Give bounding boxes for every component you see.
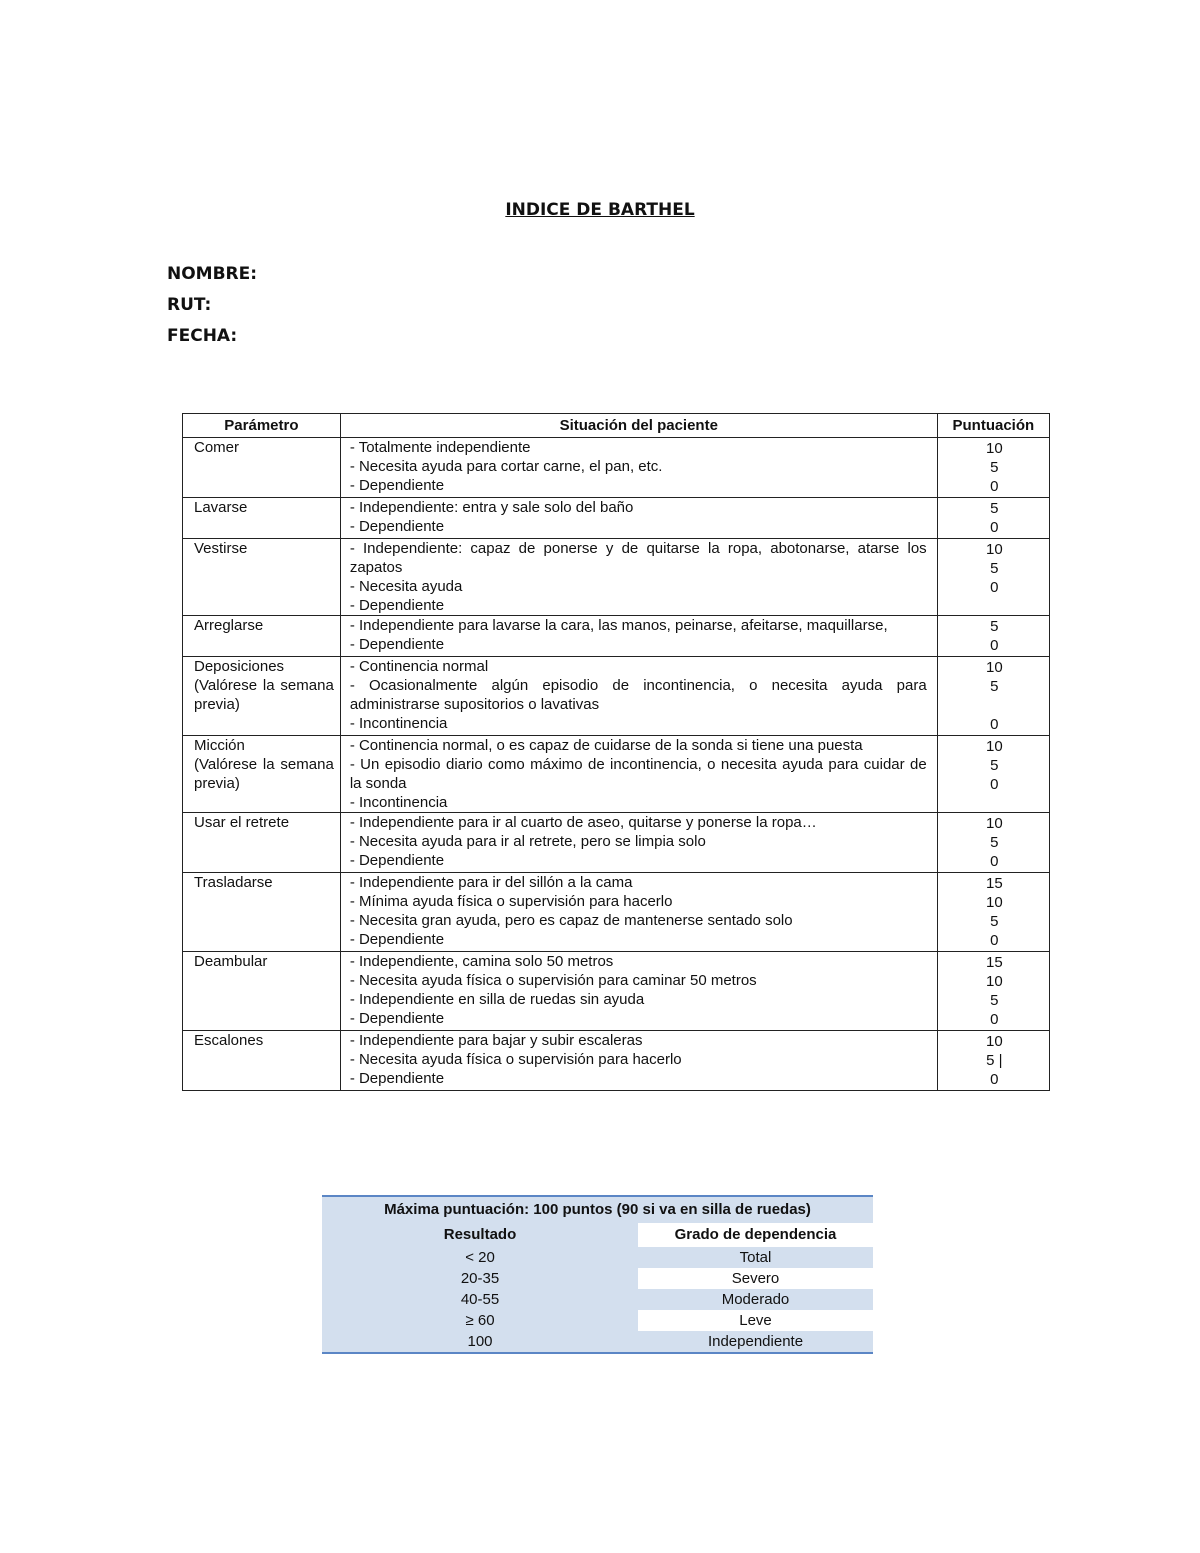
parameter-text: Comer bbox=[194, 439, 240, 456]
situation-option: - Incontinencia bbox=[349, 715, 448, 732]
score-cell bbox=[937, 813, 1049, 873]
score-value: 5 bbox=[990, 459, 999, 476]
summary-header-resultado: Resultado bbox=[443, 1226, 517, 1243]
score-value: 10 bbox=[986, 1033, 1003, 1050]
summary-grade: Moderado bbox=[721, 1291, 790, 1308]
parameter-cell bbox=[183, 498, 341, 539]
parameter-cell bbox=[183, 952, 341, 1031]
score-value: 5 | bbox=[986, 1052, 1003, 1069]
parameter-cell bbox=[183, 813, 341, 873]
situation-cell bbox=[340, 813, 937, 873]
situation-cell bbox=[340, 1031, 937, 1091]
table-row bbox=[183, 498, 1050, 539]
score-cell bbox=[937, 1031, 1049, 1091]
summary-result: 100 bbox=[467, 1333, 493, 1350]
table-row bbox=[183, 813, 1050, 873]
table-row bbox=[183, 616, 1050, 657]
situation-cell bbox=[340, 498, 937, 539]
situation-option: - Independiente, camina solo 50 metros bbox=[349, 953, 614, 970]
situation-option: - Necesita ayuda física o supervisión para caminar 50 metros bbox=[349, 972, 757, 989]
situation-option: - Dependiente bbox=[349, 597, 445, 614]
table-row bbox=[183, 539, 1050, 616]
situation-option: - Independiente en silla de ruedas sin ayuda bbox=[349, 991, 645, 1008]
score-value: 0 bbox=[990, 932, 999, 949]
situation-option: - Totalmente independiente bbox=[349, 439, 531, 456]
situation-option: - Independiente para lavarse la cara, las manos, peinarse, afeitarse, maquillarse, bbox=[349, 617, 888, 634]
parameter-text: Micción bbox=[194, 737, 245, 754]
situation-option: - Incontinencia bbox=[349, 794, 448, 811]
score-value: 10 bbox=[986, 659, 1003, 676]
score-value: 0 bbox=[990, 579, 999, 596]
table-row bbox=[183, 438, 1050, 498]
summary-header-grado: Grado de dependencia bbox=[638, 1223, 873, 1247]
table-row bbox=[183, 873, 1050, 952]
score-value: 15 bbox=[986, 954, 1003, 971]
summary-title: Máxima puntuación: 100 puntos (90 si va en silla de ruedas) bbox=[384, 1201, 811, 1218]
score-cell bbox=[937, 498, 1049, 539]
situation-option: - Necesita ayuda bbox=[349, 578, 463, 595]
parameter-cell bbox=[183, 539, 341, 616]
parameter-text: Vestirse bbox=[194, 540, 248, 557]
summary-row bbox=[322, 1310, 873, 1331]
situation-option: - Independiente: capaz de ponerse y de quitarse la ropa, abotonarse, atarse los zapatos bbox=[349, 540, 927, 576]
header-parametro: Parámetro bbox=[183, 414, 341, 438]
situation-cell bbox=[340, 539, 937, 616]
situation-option: - Independiente: entra y sale solo del baño bbox=[349, 499, 634, 516]
score-value: 5 bbox=[990, 913, 999, 930]
header-puntuacion: Puntuación bbox=[937, 414, 1049, 438]
situation-option: - Un episodio diario como máximo de incontinencia, o necesita ayuda para cuidar de la sonda bbox=[349, 756, 927, 792]
parameter-text: Deposiciones bbox=[194, 658, 285, 675]
summary-row bbox=[322, 1289, 873, 1310]
table-header-row bbox=[183, 414, 1050, 438]
score-value: 0 bbox=[990, 1011, 999, 1028]
situation-option: - Continencia normal bbox=[349, 658, 489, 675]
field-fecha: FECHA: bbox=[167, 326, 238, 346]
situation-option: - Necesita gran ayuda, pero es capaz de mantenerse sentado solo bbox=[349, 912, 793, 929]
score-value: 5 bbox=[990, 678, 999, 695]
parameter-text: (Valórese la semana previa) bbox=[194, 677, 334, 713]
score-value: 5 bbox=[990, 618, 999, 635]
parameter-cell bbox=[183, 1031, 341, 1091]
score-value: 10 bbox=[986, 815, 1003, 832]
summary-grade: Leve bbox=[638, 1310, 873, 1331]
situation-cell bbox=[340, 657, 937, 736]
parameter-cell bbox=[183, 616, 341, 657]
situation-option: - Continencia normal, o es capaz de cuidarse de la sonda si tiene una puesta bbox=[349, 737, 863, 754]
situation-option: - Dependiente bbox=[349, 477, 445, 494]
score-value: 0 bbox=[990, 519, 999, 536]
score-value bbox=[939, 696, 1048, 715]
summary-row bbox=[322, 1331, 873, 1352]
score-value: 5 bbox=[990, 757, 999, 774]
situation-option: - Independiente para ir del sillón a la cama bbox=[349, 874, 633, 891]
table-row bbox=[183, 736, 1050, 813]
score-value: 0 bbox=[990, 853, 999, 870]
parameter-text: Escalones bbox=[194, 1032, 264, 1049]
score-cell bbox=[937, 438, 1049, 498]
situation-cell bbox=[340, 438, 937, 498]
summary-grade: Independiente bbox=[707, 1333, 804, 1350]
situation-option: - Dependiente bbox=[349, 1070, 445, 1087]
parameter-cell bbox=[183, 438, 341, 498]
score-value: 10 bbox=[986, 894, 1003, 911]
summary-result: ≥ 60 bbox=[465, 1312, 495, 1329]
score-value: 10 bbox=[986, 973, 1003, 990]
score-value: 0 bbox=[990, 776, 999, 793]
situation-option: - Ocasionalmente algún episodio de incontinencia, o necesita ayuda para administrarse supositorios o lavativas bbox=[349, 677, 927, 713]
situation-cell bbox=[340, 952, 937, 1031]
score-value: 5 bbox=[990, 834, 999, 851]
parameter-text: Deambular bbox=[194, 953, 268, 970]
table-body bbox=[183, 438, 1050, 1091]
situation-option: - Dependiente bbox=[349, 636, 445, 653]
summary-header-row bbox=[322, 1223, 873, 1247]
score-cell bbox=[937, 952, 1049, 1031]
score-value: 5 bbox=[990, 992, 999, 1009]
summary-grade: Severo bbox=[638, 1268, 873, 1289]
score-cell bbox=[937, 616, 1049, 657]
summary-table bbox=[322, 1195, 873, 1354]
summary-row bbox=[322, 1247, 873, 1268]
summary-row bbox=[322, 1268, 873, 1289]
score-value: 5 bbox=[990, 560, 999, 577]
score-value: 0 bbox=[990, 1071, 999, 1088]
parameter-cell bbox=[183, 873, 341, 952]
parameter-text: Arreglarse bbox=[194, 617, 264, 634]
situation-option: - Dependiente bbox=[349, 852, 445, 869]
score-value: 10 bbox=[986, 541, 1003, 558]
summary-result: < 20 bbox=[465, 1249, 495, 1266]
summary-result: 20-35 bbox=[460, 1270, 500, 1287]
table-row bbox=[183, 1031, 1050, 1091]
score-value: 0 bbox=[990, 637, 999, 654]
parameter-cell bbox=[183, 657, 341, 736]
situation-cell bbox=[340, 736, 937, 813]
score-value: 15 bbox=[986, 875, 1003, 892]
score-cell bbox=[937, 657, 1049, 736]
score-cell bbox=[937, 736, 1049, 813]
situation-cell bbox=[340, 616, 937, 657]
parameter-cell bbox=[183, 736, 341, 813]
situation-option: - Necesita ayuda para ir al retrete, pero se limpia solo bbox=[349, 833, 706, 850]
situation-option: - Independiente para ir al cuarto de aseo, quitarse y ponerse la ropa… bbox=[349, 814, 817, 831]
field-rut: RUT: bbox=[167, 295, 212, 315]
score-value: 10 bbox=[986, 440, 1003, 457]
score-value: 5 bbox=[990, 500, 999, 517]
document-title: INDICE DE BARTHEL bbox=[505, 200, 695, 220]
score-value: 10 bbox=[986, 738, 1003, 755]
situation-option: - Dependiente bbox=[349, 518, 445, 535]
header-situacion: Situación del paciente bbox=[340, 414, 937, 438]
table-row bbox=[183, 657, 1050, 736]
parameter-text: Lavarse bbox=[194, 499, 248, 516]
summary-result: 40-55 bbox=[460, 1291, 500, 1308]
table-row bbox=[183, 952, 1050, 1031]
summary-grade: Total bbox=[739, 1249, 772, 1266]
situation-option: - Mínima ayuda física o supervisión para hacerlo bbox=[349, 893, 673, 910]
situation-option: - Necesita ayuda para cortar carne, el pan, etc. bbox=[349, 458, 663, 475]
situation-option: - Necesita ayuda física o supervisión para hacerlo bbox=[349, 1051, 682, 1068]
situation-cell bbox=[340, 873, 937, 952]
situation-option: - Dependiente bbox=[349, 1010, 445, 1027]
barthel-table bbox=[182, 413, 1050, 1091]
parameter-text: Trasladarse bbox=[194, 874, 273, 891]
score-value: 0 bbox=[990, 478, 999, 495]
situation-option: - Independiente para bajar y subir escaleras bbox=[349, 1032, 643, 1049]
parameter-text: Usar el retrete bbox=[194, 814, 290, 831]
score-cell bbox=[937, 539, 1049, 616]
score-cell bbox=[937, 873, 1049, 952]
field-nombre: NOMBRE: bbox=[167, 264, 258, 284]
situation-option: - Dependiente bbox=[349, 931, 445, 948]
patient-fields bbox=[167, 260, 257, 353]
summary-rows bbox=[322, 1247, 873, 1352]
score-value: 0 bbox=[990, 716, 999, 733]
parameter-text: (Valórese la semana previa) bbox=[194, 756, 334, 792]
